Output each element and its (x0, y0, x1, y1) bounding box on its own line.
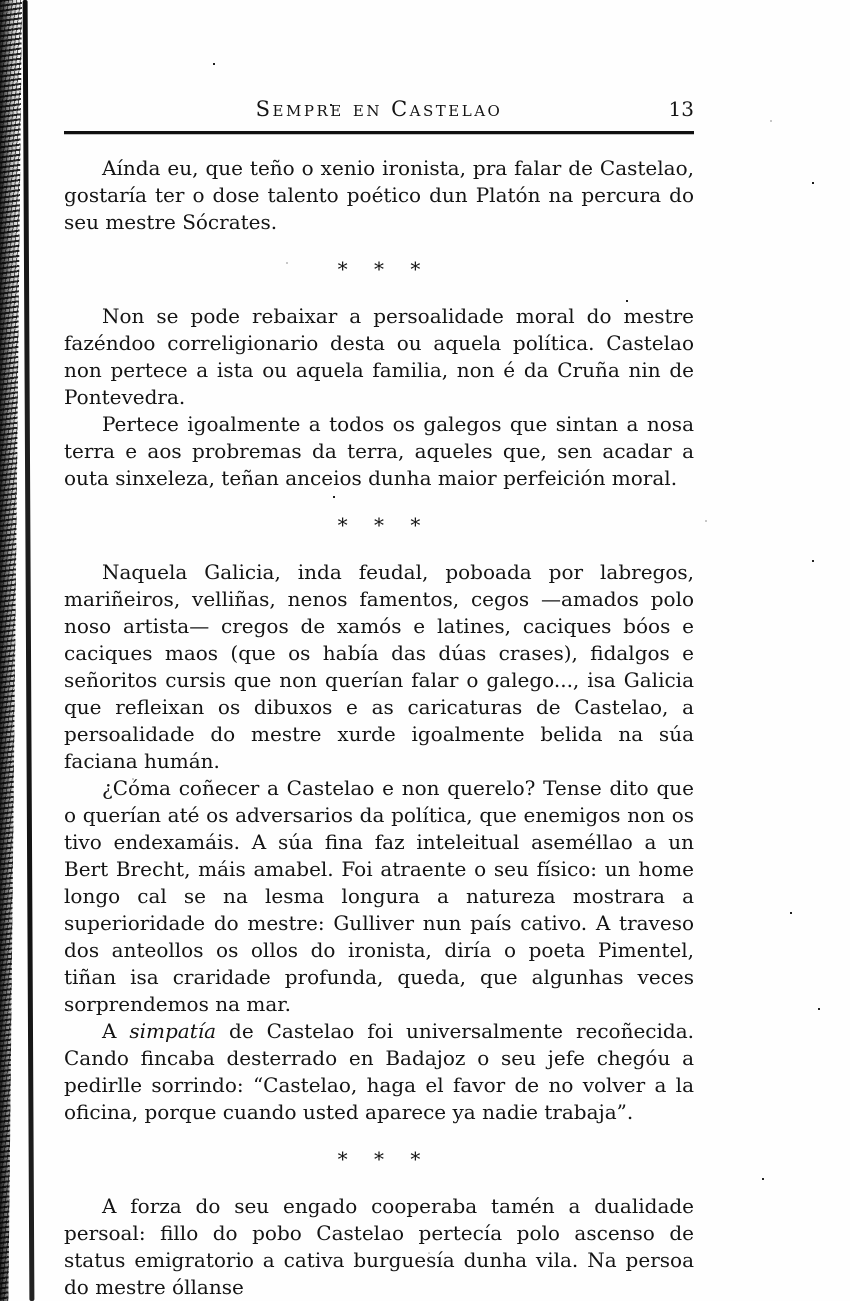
scan-noise (0, 0, 2, 2)
text-run: de Castelao foi universalmente recoñecida. Cando fincaba desterrado en Badajoz o seu jefe chegóu a pedirlle sorrindo: “Castelao, haga el favor de no volver a la oficina, porque cuando usted aparece ya nadie trabaja”. (64, 1019, 694, 1124)
section-divider: * * * (337, 1147, 421, 1171)
section-divider: * * * (337, 513, 421, 537)
page-content (64, 96, 694, 1301)
running-header (64, 96, 694, 122)
paragraph (64, 411, 694, 492)
text-run: A (102, 1019, 130, 1043)
paragraph (64, 155, 694, 236)
paragraph (64, 559, 694, 775)
paragraph (64, 303, 694, 411)
text-run: A forza do seu engado cooperaba tamén a dualidade persoal: fillo do pobo Castelao pertecía polo ascenso de status emigratorio a cativa burguesía dunha vila. Na persoa do mestre óllanse (64, 1194, 694, 1299)
paragraph (64, 775, 694, 1018)
binding-line (23, 0, 35, 1301)
text-run: Pertece igoalmente a todos os galegos que sintan a nosa terra e aos probremas da terra, aqueles que, sen acadar a outa sinxeleza, teñan anceios dunha maior perfeición moral. (64, 412, 694, 490)
text-run: Non se pode rebaixar a persoalidade moral do mestre fazéndoo correligionario desta ou aquela política. Castelao non pertece a ista ou aquela familia, non é da Cruña nin de Pontevedra. (64, 304, 694, 409)
paragraph (64, 1193, 694, 1301)
page-title: Sempre en Castelao (255, 97, 503, 121)
paragraph (64, 1018, 694, 1126)
text-run: Naquela Galicia, inda feudal, poboada por labregos, mariñeiros, velliñas, nenos famentos, cegos —amados polo noso artista— cregos de xamós e latines, caciques bóos e caciques maos (que os había das dúas crases), fidalgos e señoritos cursis que non querían falar o galego..., isa Galicia que refleixan os dibuxos e as caricaturas de Castelao, a persoalidade do mestre xurde igoalmente belida na súa faciana humán. (64, 560, 694, 773)
italic-text-run: simpatía (129, 1019, 217, 1043)
text-run: ¿Cóma coñecer a Castelao e non querelo? Tense dito que o querían até os adversarios da política, que enemigos non os tivo endexamáis. A súa fina faz inteleitual aseméllao a un Bert Brecht, máis amabel. Foi atraente o seu físico: un home longo cal se na lesma longura a natureza mostrara a superioridade do mestre: Gulliver nun país cativo. A traveso dos anteollos os ollos do ironista, diría o poeta Pimentel, tiñan isa craridade profunda, queda, que algunhas veces sorprendemos na mar. (64, 776, 694, 1016)
header-rule (64, 131, 694, 134)
page-number: 13 (668, 97, 694, 121)
page-body (64, 155, 694, 1301)
scan-edge-shadow (0, 0, 22, 1301)
text-run: Aínda eu, que teño o xenio ironista, pra falar de Castelao, gostaría ter o dose talento poético dun Platón na percura do seu mestre Sócrates. (64, 156, 694, 234)
section-divider: * * * (337, 257, 421, 281)
